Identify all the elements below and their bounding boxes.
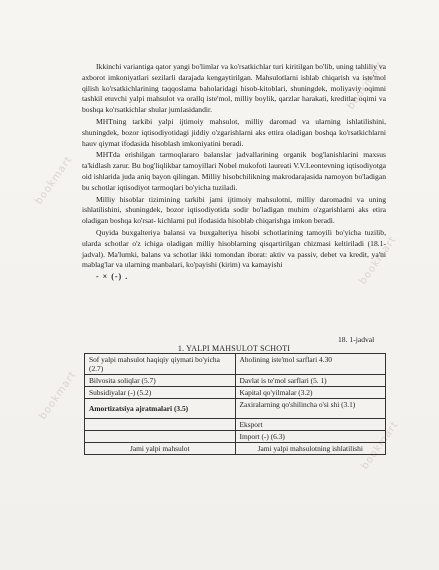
table-cell: Eksport [235,419,386,431]
table-cell: Subsidiyalar (-) (5.2) [85,387,236,399]
table-row [85,431,386,443]
watermark-text: bookmart [357,234,399,287]
table-cell: Jami yalpi mahsulotning ishlatilishi [235,443,386,455]
watermark-text: bookmart [37,369,79,422]
table-row [85,375,386,387]
watermark-text: bookmart [345,59,387,112]
table-cell: Amortizatsiya ajratmalari (3.5) [85,399,236,419]
paragraph: MHTda erishilgan tarmoqlararo balanslar jadvallarining organik bog'lanishlarini maxsus ta'kidlash zarur. Bu bog'liqlikbar tamoyillari Nobel mukofoti laureati V.V.Leontevning iqtisodiyotga oid ishlarida juda aniq bayon qilingan. Milliy hisobchilikning makrodarajasida namoyon bo'ladigan bu schotlar iqtisodiyot tarmoqlari bo'yicha tuziladi. [82,150,386,192]
table-cell: Sof yalpi mahsulot haqiqiy qiymati bo'yicha (2.7) [85,354,236,375]
table-cell: Davlat is te'mol sarflari (5. 1) [235,375,386,387]
table-cell: Import (-) (6.3) [235,431,386,443]
table-cell [85,419,236,431]
table-row [85,387,386,399]
table-cell [85,431,236,443]
table-cell: Bilvosita soliqlar (5.7) [85,375,236,387]
table-row [85,443,386,455]
table-row [85,399,386,419]
watermark-text: bookmart [359,419,401,472]
table-cell: Aholining iste'mol sarflari 4.30 [235,354,386,375]
table-cell: Zaxiralarning qo'shilincha o'si shi (3.1) [235,399,386,419]
paragraph: Quyida buxgalteriya balansi va buxgalteriya hisobi schotlarining tamoyili bo'yicha tuzilib, ularda schotlar o'z ichiga oladigan milliy hisoblarning qisqartirilgan chizmasi keltiriladi (18.1-jadval). Ma'lumki, balans va schotlar ikki tomondan iborat: aktiv va passiv, debet va kredit, ya'ni mablag'lar va ularning manbalari, ko'payishi (kirim) va kamayishi [82,227,386,270]
body-text [82,62,386,284]
table-row [85,354,386,375]
paragraph: Milliy hisoblar tizimining tarkibi jami ijtimoiy mahsulotni, milliy daromadni va uning ishlatilishini, shuningdek, bozor iqtisodiyotida sodir bo'ladigan muhim o'zgarishlarni aks etira oladigan boshqa ko'rsat- kichlarni pul ifodasida hisoblab chiqarishga imkon beradi. [82,194,386,226]
gross-product-account-table [84,353,386,455]
formula-line: - × (-) . [96,272,129,282]
table-number-label: 18. 1-jadval [338,335,375,344]
paragraph: Ikkinchi variantiga qator yangi bo'limlar va ko'rsatkichlar turi kiritilgan bo'lib, uning tahliliy va axborot imkoniyatlari sezilarli darajada kengaytirilgan. Mahsulotlarni ishlab chiqarish va iste'mol qilish ko'rsatkichlarining taqqoslama baholaridagi hisob-kitoblari, shuningdek, moliyaviy oqimni tashkil etuvchi yalpi mahsulot va orallq iste'mol, milliy boylik, qarzlar harakati, kreditlar oqimi va boshqa ko'rsatkichlar shular jumlasidandir. [82,62,386,115]
table-title: 1. YALPI MAHSULOT SCHOTI [177,344,291,353]
table-cell: Kapital qo'yilmalar (3.2) [235,387,386,399]
table-row [85,419,386,431]
table-cell: Jami yalpi mahsulot [85,443,236,455]
paragraph: MHTning tarkibi yalpi ijtimoiy mahsulot, milliy daromad va ularning ishlatilishini, shuningdek, bozor iqtisodiyotidagi jiddiy o'zgarishlarni aks ettira oladigan boshqa ko'rsatkichlarni hauv qiymat ifodasida hisoblash imkoniyatini beradi. [82,116,386,148]
watermark-text: bookmart [33,154,75,207]
